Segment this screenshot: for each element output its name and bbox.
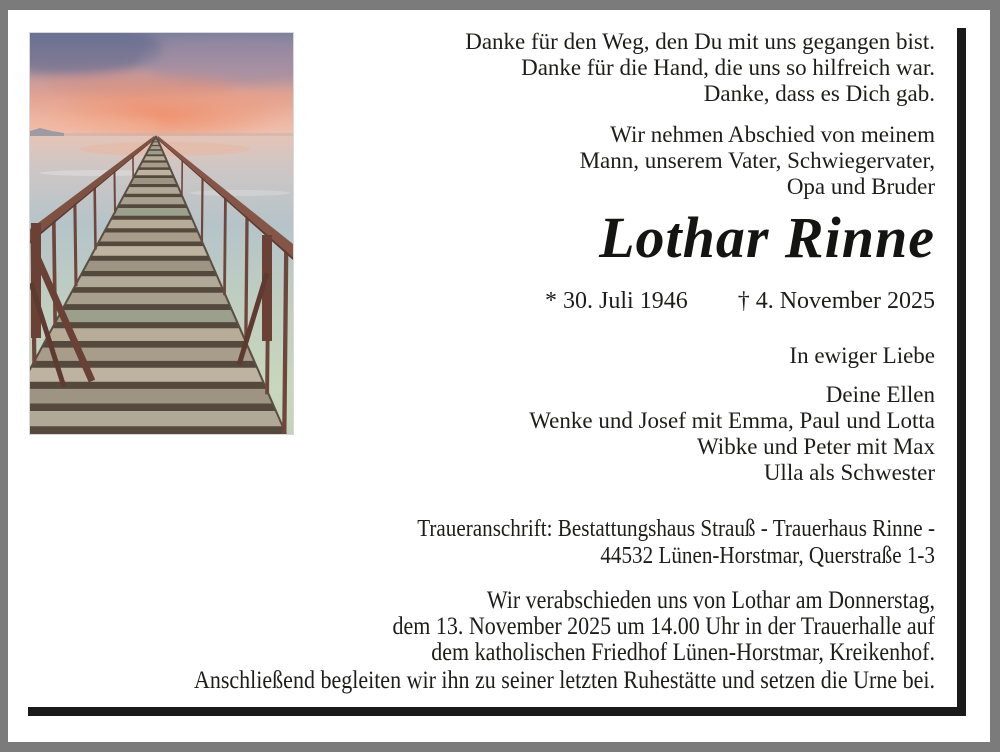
life-dates — [66, 288, 935, 314]
farewell-intro-block — [66, 122, 935, 200]
mourners-block — [66, 382, 935, 486]
ceremony-line: dem 13. November 2025 um 14.00 Uhr in der Trauerhalle auf — [392, 613, 935, 640]
epigraph-line: Danke für die Hand, die uns so hilfreich war. — [521, 55, 935, 80]
mourning-address-line: Traueranschrift: Bestattungshaus Strauß - Trauerhaus Rinne - — [417, 516, 935, 542]
mourning-address-line: 44532 Lünen-Horstmar, Querstraße 1-3 — [600, 543, 935, 569]
mourner-line: Wenke und Josef mit Emma, Paul und Lotta — [529, 408, 935, 433]
mourner-line: Ulla als Schwester — [763, 460, 935, 485]
death-date: † 4. November 2025 — [737, 288, 935, 314]
mourning-address-block — [170, 516, 935, 570]
epigraph-block — [66, 29, 935, 107]
farewell-intro-line: Wir nehmen Abschied von meinem — [610, 122, 935, 147]
closing-line: Anschließend begleiten wir ihn zu seiner letzten Ruhestätte und setzen die Urne bei. — [193, 667, 935, 694]
ceremony-block — [170, 588, 935, 666]
deceased-name: Lothar Rinne — [599, 205, 935, 270]
mourner-line: Wibke und Peter mit Max — [697, 434, 935, 459]
epigraph-line: Danke, dass es Dich gab. — [703, 81, 935, 106]
border-rule-bottom — [28, 707, 966, 716]
ceremony-line: Wir verabschieden uns von Lothar am Donnerstag, — [486, 587, 935, 614]
birth-date: * 30. Juli 1946 — [545, 288, 688, 314]
epigraph-line: Danke für den Weg, den Du mit uns gegangen bist. — [465, 29, 935, 54]
mourner-line: Deine Ellen — [825, 382, 935, 407]
border-rule-right — [957, 28, 966, 716]
farewell-intro-line: Opa und Bruder — [786, 174, 935, 199]
farewell-line: In ewiger Liebe — [789, 343, 935, 368]
ceremony-line: dem katholischen Friedhof Lünen-Horstmar, Kreikenhof. — [431, 639, 935, 666]
farewell-intro-line: Mann, unserem Vater, Schwiegervater, — [579, 148, 935, 173]
